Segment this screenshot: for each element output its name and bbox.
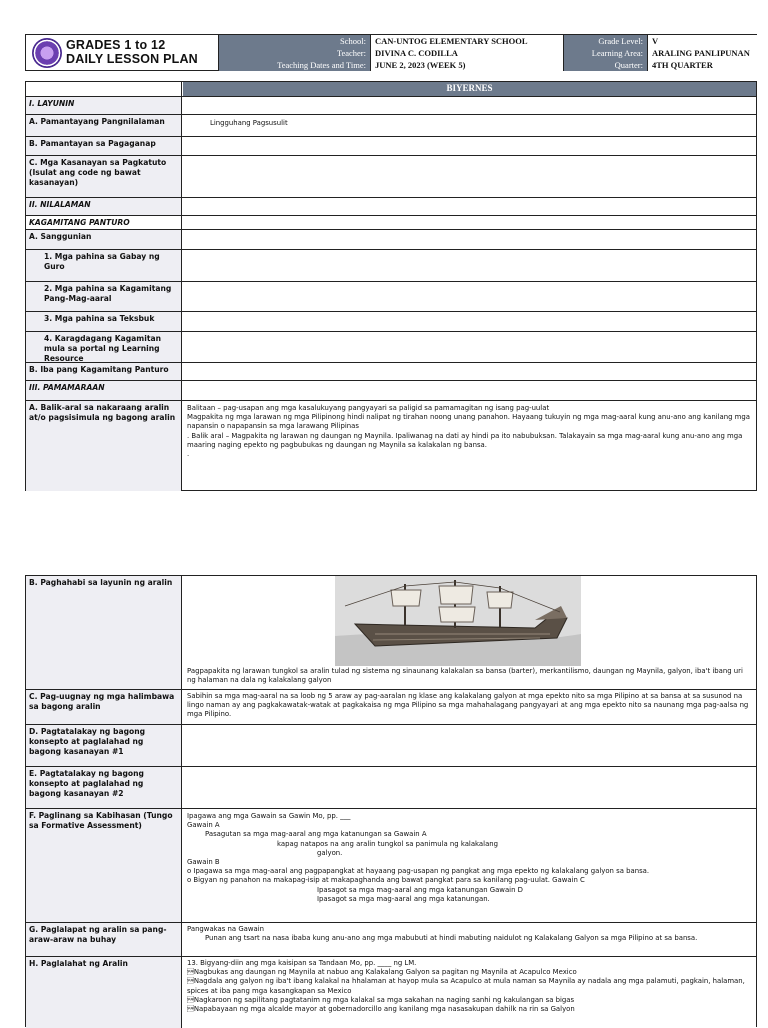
day-header: BIYERNES [183, 82, 756, 96]
karagdagang-kagamitan-label: 4. Karagdagang Kagamitan mula sa portal ng Learning Resource [26, 332, 182, 362]
school-value: CAN-UNTOG ELEMENTARY SCHOOL [371, 35, 564, 47]
paglinang-line: Ipasagot sa mga mag-aaral ang mga katanungan. [317, 894, 490, 903]
gabay-guro-label: 1. Mga pahina sa Gabay ng Guro [26, 250, 182, 281]
row-pagtatalakay-1 [26, 724, 756, 766]
learning-area-label: Learning Area: [564, 47, 648, 59]
row-pag-uugnay [26, 689, 756, 724]
galleon-ship-image [335, 576, 581, 666]
sanggunian-label: A. Sanggunian [26, 230, 182, 249]
paglalahat-line: 13. Bigyang-diin ang mga kaisipan sa Tandaan Mo, pp. ____ ng LM. [187, 959, 417, 967]
day-header-row [26, 82, 756, 96]
row-iba-pang-kagamitan [26, 362, 756, 380]
kasanayan-label: C. Mga Kasanayan sa Pagkatuto (Isulat ang code ng bawat kasanayan) [26, 156, 182, 197]
title-line-1: GRADES 1 to 12 [66, 38, 166, 52]
learning-area-value: ARALING PANLIPUNAN [648, 47, 758, 59]
row-layunin [26, 96, 756, 114]
paglinang-line: Gawain B [187, 858, 220, 867]
row-sanggunian [26, 229, 756, 249]
paglalahat-content [183, 957, 756, 1028]
paglinang-line: o Ipagawa sa mga mag-aaral ang pagpapangkat at hayaang pag-usapan ng pangkat ang mga epekto ng kalakalang galyon sa bansa. [187, 867, 650, 876]
balik-aral-content [183, 401, 756, 491]
deped-seal-icon [32, 38, 62, 68]
quarter-label: Quarter: [564, 59, 648, 71]
header-row-dates [219, 59, 756, 71]
balik-aral-line: Magpakita ng mga larawan ng mga Pilipinong hindi nalipat ng tirahan noong unang panahon. Hayaang tukuyin ng mga mag-aaral kung anu-ano ang kanilang mga napansin o napapansin sa mga larawang Pilipinas [187, 413, 750, 431]
kagamitang-mag-aaral-label: 2. Mga pahina sa Kagamitang Pang-Mag-aaral [26, 282, 182, 311]
paglalahat-line: Nagbukas ang daungan ng Maynila at nabuo ang Kalakalang Galyon sa pagitan ng Maynila at Acapulco Mexico [187, 968, 577, 977]
header-title [66, 39, 198, 66]
pag-uugnay-label: C. Pag-uugnay ng mga halimbawa sa bagong aralin [26, 690, 182, 724]
teacher-label: Teacher: [219, 47, 371, 59]
pamantayang-pangnilalaman-label: A. Pamantayang Pangnilalaman [26, 115, 182, 136]
balik-aral-line: . [187, 450, 190, 459]
iba-pang-kagamitan-label: B. Iba pang Kagamitang Panturo [26, 363, 182, 380]
row-pamamaraan [26, 380, 756, 400]
header-row-school [219, 35, 756, 47]
paglalahat-line: Nagkaroon ng sapilitang pagtatanim ng mga kalakal sa mga sakahan na naging sanhi ng kakulangan sa bigas [187, 995, 575, 1004]
paglinang-line: o Bigyan ng panahon na makapag-isip at makapaghanda ang bawat pangkat para sa kanilang pag-uulat. Gawain C [187, 876, 585, 885]
paglalapat-content [183, 923, 756, 956]
row-karagdagang-kagamitan [26, 331, 756, 362]
dates-label: Teaching Dates and Time: [219, 59, 371, 71]
paglalapat-label: G. Paglalapat ng aralin sa pang-araw-araw na buhay [26, 923, 182, 956]
teacher-value: DIVINA C. CODILLA [371, 47, 564, 59]
grade-level-label: Grade Level: [564, 35, 648, 47]
row-paghahabi [26, 576, 756, 689]
school-label: School: [219, 35, 371, 47]
paglinang-line: Gawain A [187, 821, 220, 830]
paghahabi-text: Pagpapakita ng larawan tungkol sa aralin tulad ng sistema ng sinaunang kalakalan sa bansa (barter), merkantilismo, daungan ng Maynila, galyon, iba't ibang uri ng halaman na dala ng kalakalang galyon [187, 667, 743, 685]
row-pagtatalakay-2 [26, 766, 756, 808]
balik-aral-line: . Balik aral – Magpakita ng larawan ng daungan ng Maynila. Ipaliwanag na dati ay hindi pa ito nabubuksan. Talakayain sa mga mag-aaral kung anu-ano ang mga maaring naging epekto ng pagbubukas ng daungan ng Maynila sa kalakalan ng bansa. [187, 431, 743, 449]
row-kagamitang-mag-aaral [26, 281, 756, 311]
pag-uugnay-text: Sabihin sa mga mag-aaral na sa loob ng 5 araw ay pag-aaralan ng klase ang kalakalang galyon at mga epekto nito sa mga Pilipino at sa bansa at sa susunod na lingo naman ay ang pagkakawatak-watak at pagkakaisa ng mga Pilipino sa mga mahahalagang pangyayari at ang mga epekto nito sa naunang mga pag-aalsa ng mga Pilipino. [187, 692, 749, 719]
paglalahat-label: H. Paglalahat ng Aralin [26, 957, 182, 1028]
title-line-2: DAILY LESSON PLAN [66, 51, 198, 66]
paglinang-line: kapag natapos na ang aralin tungkol sa panimula ng kalakalang [277, 839, 499, 848]
lesson-plan-header [25, 34, 757, 71]
row-nilalaman [26, 197, 756, 215]
lesson-table-page2 [25, 575, 757, 1027]
paghahabi-label: B. Paghahabi sa layunin ng aralin [26, 576, 182, 689]
paglalahat-line: Nagdala ang galyon ng iba't ibang kalakal na hhalaman at hayop mula sa Acapulco at mula naman sa Maynila ay nadala ang mga palamuti, pagkain, halaman, spices at iba pang mga kasangkapan sa Mexico [187, 977, 745, 995]
paglalapat-line: Punan ang tsart na nasa ibaba kung anu-ano ang mga mabubuti at hindi mabuting naidulot ng Kalakalang Galyon sa mga Pilipino at sa bansa. [205, 934, 698, 943]
row-kasanayan [26, 155, 756, 197]
teksbuk-label: 3. Mga pahina sa Teksbuk [26, 312, 182, 331]
pamantayang-pangnilalaman-value: Lingguhang Pagsusulit [210, 119, 288, 127]
paglinang-content [183, 809, 756, 922]
paglinang-line: Pasagutan sa mga mag-aaral ang mga katanungan sa Gawain A [205, 830, 427, 839]
row-kagamitan [26, 215, 756, 229]
paglinang-label: F. Paglinang sa Kabihasan (Tungo sa Formative Assessment) [26, 809, 182, 922]
row-paglinang [26, 808, 756, 922]
paglinang-line: galyon. [317, 848, 343, 857]
quarter-value: 4TH QUARTER [648, 59, 758, 71]
lesson-table-page1 [25, 81, 757, 491]
row-pamantayan-pagaganap [26, 136, 756, 155]
paglinang-line: Ipasagot sa mga mag-aaral ang mga katanungan Gawain D [317, 885, 523, 894]
layunin-heading: I. LAYUNIN [26, 97, 182, 114]
header-info-grid [218, 34, 757, 71]
balik-aral-line: Balitaan – pag-usapan ang mga kasalukuyang pangyayari sa paligid sa pamamagitan ng isang pag-uulat [187, 404, 550, 412]
nilalaman-heading: II. NILALAMAN [26, 198, 182, 215]
header-row-teacher [219, 47, 756, 59]
row-teksbuk [26, 311, 756, 331]
row-balik-aral [26, 400, 756, 491]
balik-aral-label: A. Balik-aral sa nakaraang aralin at/o pagsisimula ng bagong aralin [26, 401, 182, 491]
header-title-box [25, 34, 218, 71]
pagtatalakay-1-label: D. Pagtatalakay ng bagong konsepto at paglalahad ng bagong kasanayan #1 [26, 725, 182, 766]
kagamitan-heading: KAGAMITANG PANTURO [26, 216, 182, 229]
row-gabay-guro [26, 249, 756, 281]
paglalahat-line: Napabayaan ng mga alcalde mayor at gobernadorcillo ang kanilang mga nasasakupan dahilk na rin sa Galyon [187, 1005, 575, 1014]
paglinang-line: Ipagawa ang mga Gawain sa Gawin Mo, pp. ___ [187, 812, 351, 820]
pamantayan-pagaganap-label: B. Pamantayan sa Pagaganap [26, 137, 182, 155]
row-paglalahat [26, 956, 756, 1028]
grade-level-value: V [648, 35, 758, 47]
paglalapat-line: Pangwakas na Gawain [187, 925, 265, 933]
paghahabi-content [183, 576, 756, 689]
pagtatalakay-2-label: E. Pagtatalakay ng bagong konsepto at paglalahad ng bagong kasanayan #2 [26, 767, 182, 808]
pamamaraan-heading: III. PAMAMARAAN [26, 381, 182, 400]
dates-value: JUNE 2, 2023 (WEEK 5) [371, 59, 564, 71]
row-pamantayang-pangnilalaman [26, 114, 756, 136]
row-paglalapat [26, 922, 756, 956]
